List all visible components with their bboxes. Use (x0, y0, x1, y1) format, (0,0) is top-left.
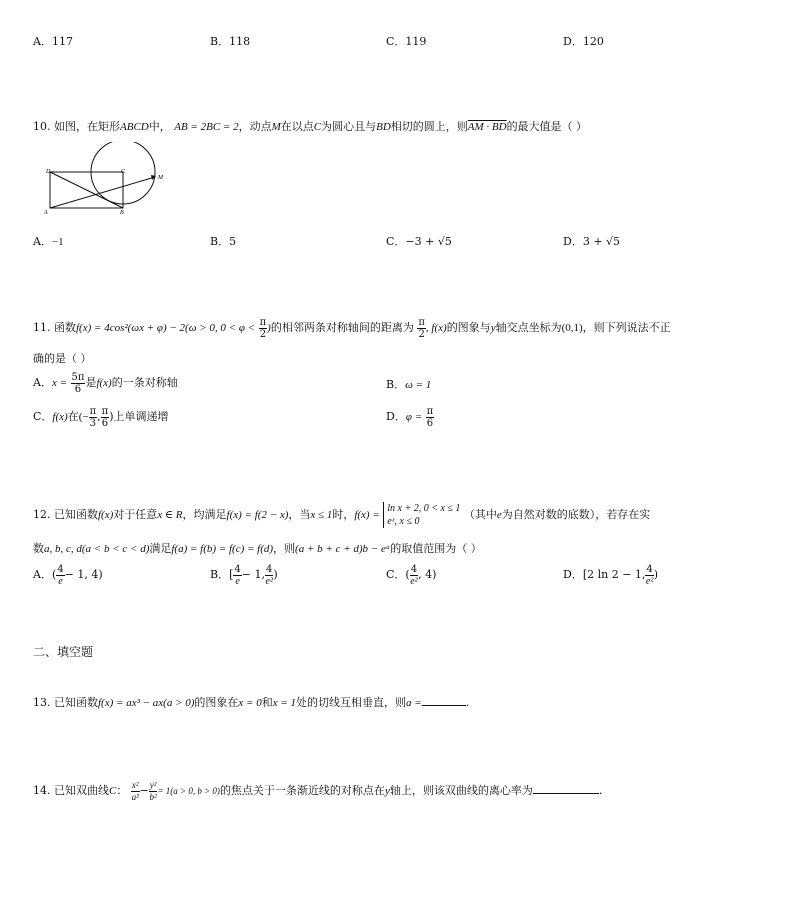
text: 11. 函数 (33, 321, 76, 334)
text: 在 (67, 410, 79, 423)
label-c: C (121, 169, 126, 175)
denominator: e² (645, 575, 654, 587)
math: y (490, 322, 496, 334)
text: 轴交点坐标为 (495, 321, 562, 334)
label-m: M (158, 175, 163, 181)
text: 的最大值是（ ） (506, 120, 588, 133)
label-d: D (46, 169, 51, 175)
math: x = (51, 377, 68, 389)
option-text: −3 + √5 (405, 235, 452, 248)
denominator: a² (131, 791, 139, 802)
text: − 1, (241, 568, 265, 581)
math: φ = (405, 411, 423, 423)
text: − (139, 784, 149, 797)
math: f(x) (98, 509, 114, 521)
option-letter: C． (386, 35, 406, 48)
math: f(x) = f(2 − x) (226, 509, 289, 521)
answer-blank[interactable] (533, 783, 599, 794)
q11-option-b (386, 376, 431, 392)
q14-stem (33, 776, 602, 806)
math: , f(x) (425, 322, 447, 334)
option-letter: B． (210, 235, 230, 248)
option-text: 120 (582, 35, 604, 48)
math: ABCD (120, 121, 149, 133)
option-letter: A． (33, 568, 52, 581)
q11-option-d (386, 404, 434, 430)
text: ) (273, 568, 278, 581)
math: (− (78, 411, 89, 423)
math: f(a) = f(b) = f(c) = f(d) (171, 543, 274, 555)
option-letter: A． (33, 235, 52, 248)
option-letter: C． (33, 410, 53, 423)
text: 的焦点关于一条渐近线的对称点在 (219, 784, 385, 797)
text: （其中 (463, 508, 497, 521)
q13-stem (33, 694, 469, 710)
denominator: 6 (101, 417, 109, 429)
option-text: 117 (51, 35, 73, 48)
answer-blank[interactable] (422, 695, 466, 706)
math: M (271, 121, 281, 133)
text: 12. 已知函数 (33, 508, 98, 521)
text: 的图象在 (194, 696, 239, 709)
text: [ (229, 568, 234, 581)
math: ) (267, 322, 271, 334)
fraction (89, 406, 98, 429)
fraction (71, 372, 86, 395)
denominator: 2 (259, 328, 267, 340)
numerator: 4 (646, 563, 653, 575)
q9-option-a (33, 33, 73, 49)
denominator: e² (265, 575, 273, 587)
text: 14. 已知双曲线 (33, 784, 109, 797)
numerator: 4 (234, 563, 241, 575)
numerator: π (101, 405, 109, 417)
option-letter: A． (33, 376, 52, 389)
fraction (233, 564, 241, 587)
case-2: eˣ, x ≤ 0 (387, 516, 420, 527)
q10-option-c (386, 233, 452, 249)
q9-option-d (563, 33, 604, 49)
math: C (313, 121, 322, 133)
math: x ≤ 1 (310, 509, 333, 521)
denominator: b² (149, 791, 157, 802)
math: x ∈ R (157, 509, 183, 521)
fraction (131, 780, 140, 803)
numerator: π (418, 316, 425, 328)
text: ) (653, 568, 659, 581)
text: 对于任意 (113, 508, 158, 521)
q12-option-b (210, 562, 278, 588)
text: ，均满足 (182, 508, 227, 521)
option-letter: D． (563, 568, 583, 581)
q12-option-a (33, 562, 103, 588)
segment-am (50, 177, 155, 208)
option-letter: D． (386, 410, 406, 423)
math: x = 0 (238, 697, 262, 709)
numerator: π (89, 405, 97, 417)
text: ) (109, 410, 114, 423)
math: f(x) = 4cos²(ωx + φ) − 2(ω > 0, 0 < φ < (76, 322, 256, 334)
numerator: 4 (265, 563, 273, 575)
text: 处的切线互相垂直，则 (296, 696, 407, 709)
fraction-pi-2 (417, 317, 426, 340)
option-letter: B． (386, 378, 406, 391)
text: . (598, 784, 603, 797)
numerator: π (259, 316, 267, 328)
math: e (496, 509, 502, 521)
text: 数 (33, 542, 44, 555)
math: = 1(a > 0, b > 0) (157, 786, 220, 796)
text: 13. 已知函数 (33, 696, 98, 709)
option-letter: D． (563, 35, 583, 48)
text: ，动点 (238, 120, 272, 133)
text: ( (405, 568, 410, 581)
text: 是 (85, 376, 97, 389)
q12-option-d (563, 562, 658, 588)
text: 的取值范围为（ ） (390, 542, 482, 555)
text: 和 (261, 696, 273, 709)
math: BD (376, 121, 391, 133)
q9-option-b (210, 33, 250, 49)
piecewise (383, 502, 460, 528)
denominator: e (58, 575, 63, 587)
text: 10. 如图，在矩形 (33, 120, 120, 133)
denominator: e² (410, 575, 418, 587)
text: ，则 (273, 542, 296, 555)
fraction (645, 564, 653, 587)
math: y (384, 785, 390, 797)
fraction-pi-2 (259, 317, 268, 340)
text: 上单调递增 (113, 410, 169, 423)
text: 的图象与 (446, 321, 491, 334)
text: ，当 (288, 508, 311, 521)
numerator: π (426, 405, 434, 417)
q10-figure (40, 142, 170, 220)
text: 轴上，则该双曲线的离心率为 (389, 784, 533, 797)
numerator: x² (131, 779, 139, 790)
section-heading: 二、填空题 (33, 645, 94, 659)
denominator: 6 (74, 383, 82, 395)
math: f(x) = (354, 509, 380, 521)
text: 满足 (149, 542, 172, 555)
option-text: 3 + √5 (582, 235, 621, 248)
denominator: 3 (89, 417, 97, 429)
math: ω = 1 (405, 379, 432, 391)
denominator: e (235, 575, 240, 587)
text: 相切的圆上，则 (390, 120, 468, 133)
denominator: 6 (426, 417, 434, 429)
q11-stem-line2: 确的是（ ） (33, 352, 92, 365)
option-letter: B． (210, 568, 230, 581)
numerator: 5π (71, 371, 85, 383)
math: a = (406, 697, 422, 709)
math: (0,1) (561, 322, 583, 334)
q11-option-c (33, 404, 169, 430)
numerator: 4 (57, 563, 64, 575)
numerator: 4 (410, 563, 418, 575)
option-letter: C． (386, 568, 406, 581)
option-text: −1 (51, 236, 64, 248)
text: 在以点 (280, 120, 314, 133)
q11-stem (33, 315, 671, 341)
option-letter: A． (33, 35, 52, 48)
math: f(x) (96, 377, 112, 389)
option-text: 118 (229, 35, 251, 48)
math: C (109, 785, 117, 797)
q12-stem-line2 (33, 540, 482, 556)
fraction (56, 564, 64, 587)
text: − 1, 4) (64, 568, 103, 581)
math: f(x) = ax³ − ax(a > 0) (98, 697, 195, 709)
text: , 4) (418, 568, 437, 581)
option-text: 119 (405, 35, 427, 48)
q11-option-a (33, 370, 178, 396)
option-letter: C． (386, 235, 406, 248)
math: AM · BD (467, 121, 507, 133)
q10-option-b (210, 233, 236, 249)
text: [2 ln 2 − 1, (582, 568, 646, 581)
math: (a + b + c + d)b − eᵃ (295, 543, 391, 555)
fraction (426, 406, 435, 429)
math: a, b, c, d(a < b < c < d) (44, 543, 150, 555)
case-1: ln x + 2, 0 < x ≤ 1 (387, 503, 461, 514)
option-letter: D． (563, 235, 583, 248)
text: 中， (148, 120, 171, 133)
q10-option-d (563, 233, 620, 249)
q12-stem (33, 500, 650, 530)
text: ( (51, 568, 57, 581)
denominator: 2 (418, 328, 425, 340)
text: 为圆心且与 (321, 120, 377, 133)
label-a: A (44, 210, 48, 216)
q10-option-a (33, 233, 64, 249)
text: 为自然对数的底数），若存在实 (501, 508, 651, 521)
q9-option-c (386, 33, 426, 49)
text: ，则下列说法不正 (582, 321, 671, 334)
text: ： (116, 784, 128, 797)
fraction (410, 564, 418, 587)
fraction (101, 406, 110, 429)
text: , (97, 410, 101, 423)
text: 的一条对称轴 (111, 376, 178, 389)
q12-option-c (386, 562, 436, 588)
math: x = 1 (272, 697, 297, 709)
label-b: B (120, 210, 124, 216)
math: AB = 2BC = 2 (174, 121, 239, 133)
text: . (465, 696, 470, 709)
option-text: 5 (229, 235, 237, 248)
text: 时， (332, 508, 355, 521)
math: f(x) (52, 411, 68, 423)
numerator: y² (149, 779, 157, 790)
q10-stem (33, 118, 587, 134)
text: 的相邻两条对称轴间的距离为 (270, 321, 414, 334)
option-letter: B． (210, 35, 230, 48)
